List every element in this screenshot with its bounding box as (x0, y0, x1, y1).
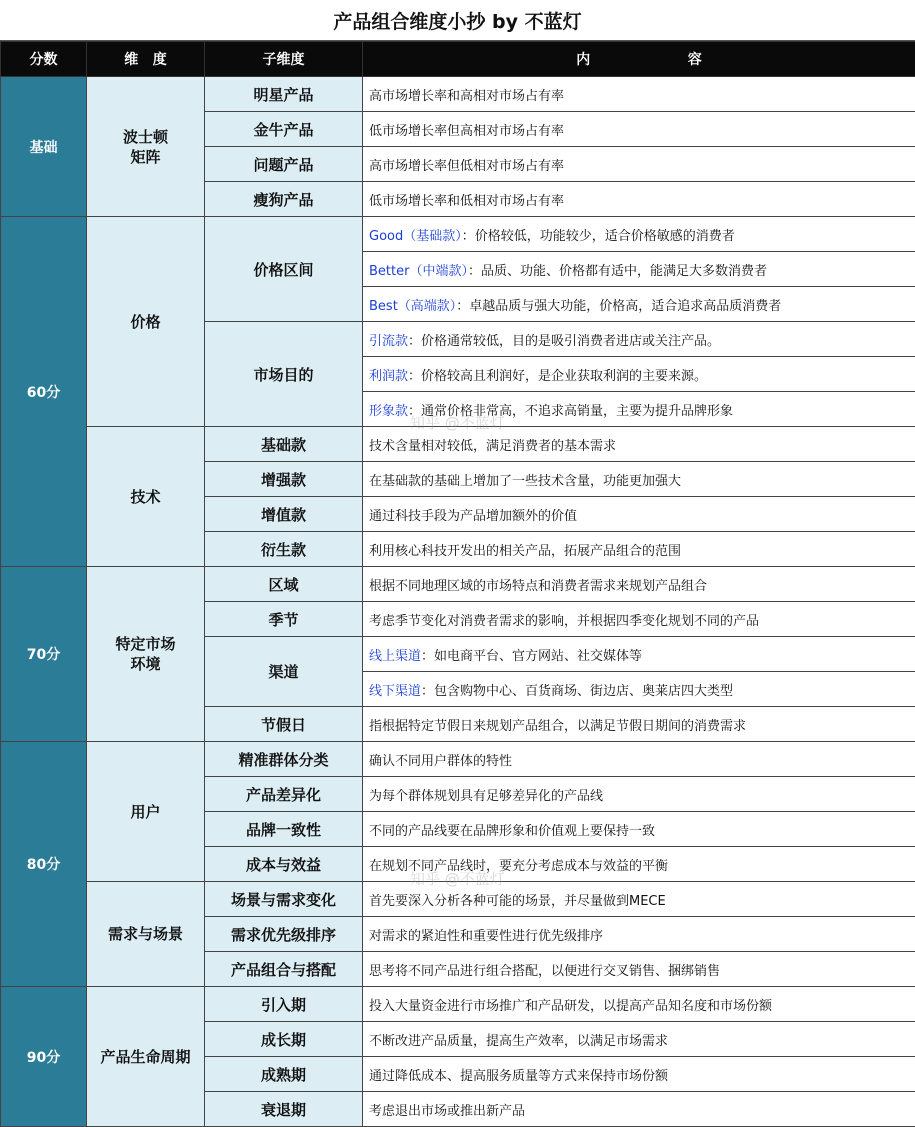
content-text: ：如电商平台、官方网站、社交媒体等 (421, 649, 642, 664)
content-cell (363, 497, 915, 532)
content-cell (363, 462, 915, 497)
subdimension-cell: 成熟期 (205, 1057, 363, 1092)
content-cell (363, 252, 915, 287)
subdimension-cell: 场景与需求变化 (205, 882, 363, 917)
subdimension-cell: 瘦狗产品 (205, 182, 363, 217)
content-cell (363, 112, 915, 147)
content-text: ：品质、功能、价格都有适中，能满足大多数消费者 (468, 264, 767, 279)
highlight-label: Best（高端款） (369, 299, 456, 314)
subdimension-cell: 明星产品 (205, 77, 363, 112)
highlight-label: 线上渠道 (369, 649, 421, 664)
cheatsheet-table (0, 41, 915, 1127)
content-text: ：卓越品质与强大功能，价格高，适合追求高品质消费者 (456, 299, 781, 314)
table-row (1, 987, 915, 1022)
content-cell (363, 1092, 915, 1127)
subdimension-cell: 精准群体分类 (205, 742, 363, 777)
dimension-cell: 特定市场 环境 (87, 567, 205, 742)
highlight-label: 线下渠道 (369, 684, 421, 699)
content-cell (363, 427, 915, 462)
dimension-cell: 产品生命周期 (87, 987, 205, 1127)
content-cell (363, 77, 915, 112)
content-text: 考虑退出市场或推出新产品 (369, 1104, 525, 1119)
dimension-cell: 用户 (87, 742, 205, 882)
content-cell (363, 847, 915, 882)
subdimension-cell: 衍生款 (205, 532, 363, 567)
page-title: 产品组合维度小抄 by 不蓝灯 (0, 0, 915, 41)
content-cell (363, 602, 915, 637)
content-text: 投入大量资金进行市场推广和产品研发，以提高产品知名度和市场份额 (369, 999, 772, 1014)
content-cell (363, 1022, 915, 1057)
content-cell (363, 917, 915, 952)
content-text: ：通常价格非常高，不追求高销量，主要为提升品牌形象 (408, 404, 733, 419)
content-text: 通过科技手段为产品增加额外的价值 (369, 509, 577, 524)
subdimension-cell: 需求优先级排序 (205, 917, 363, 952)
content-cell (363, 357, 915, 392)
content-text: 首先要深入分析各种可能的场景，并尽量做到MECE (369, 894, 666, 909)
highlight-label: Good（基础款） (369, 229, 462, 244)
table-row (1, 77, 915, 112)
content-text: ：价格较高且利润好，是企业获取利润的主要来源。 (408, 369, 707, 384)
content-text: 利用核心科技开发出的相关产品，拓展产品组合的范围 (369, 544, 681, 559)
subdimension-cell: 节假日 (205, 707, 363, 742)
content-cell (363, 147, 915, 182)
subdimension-cell: 渠道 (205, 637, 363, 707)
score-cell: 60分 (1, 217, 87, 567)
content-cell (363, 217, 915, 252)
content-text: 根据不同地理区域的市场特点和消费者需求来规划产品组合 (369, 579, 707, 594)
content-cell (363, 287, 915, 322)
table-row (1, 427, 915, 462)
dimension-cell: 波士顿 矩阵 (87, 77, 205, 217)
content-text: 为每个群体规划具有足够差异化的产品线 (369, 789, 603, 804)
content-text: 高市场增长率但低相对市场占有率 (369, 159, 564, 174)
table-row (1, 217, 915, 252)
dimension-cell: 技术 (87, 427, 205, 567)
table-row (1, 882, 915, 917)
content-text: 对需求的紧迫性和重要性进行优先级排序 (369, 929, 603, 944)
subdimension-cell: 金牛产品 (205, 112, 363, 147)
table-row (1, 742, 915, 777)
score-cell: 基础 (1, 77, 87, 217)
header-score: 分数 (1, 42, 87, 77)
subdimension-cell: 引入期 (205, 987, 363, 1022)
highlight-label: 形象款 (369, 404, 408, 419)
content-cell (363, 1057, 915, 1092)
content-cell (363, 952, 915, 987)
content-cell (363, 637, 915, 672)
score-cell: 70分 (1, 567, 87, 742)
watermark: 知乎 @不蓝灯 (410, 412, 505, 433)
subdimension-cell: 增值款 (205, 497, 363, 532)
watermark-2: 知乎 @不蓝灯 (410, 868, 505, 889)
header-row (1, 42, 915, 77)
content-cell (363, 882, 915, 917)
content-text: 高市场增长率和高相对市场占有率 (369, 89, 564, 104)
content-cell (363, 987, 915, 1022)
content-cell (363, 777, 915, 812)
content-cell (363, 672, 915, 707)
content-cell (363, 707, 915, 742)
subdimension-cell: 成长期 (205, 1022, 363, 1057)
content-text: 指根据特定节假日来规划产品组合，以满足节假日期间的消费需求 (369, 719, 746, 734)
dimension-cell: 需求与场景 (87, 882, 205, 987)
subdimension-cell: 成本与效益 (205, 847, 363, 882)
header-subdimension: 子维度 (205, 42, 363, 77)
content-cell (363, 182, 915, 217)
highlight-label: Better（中端款） (369, 264, 468, 279)
content-text: 低市场增长率和低相对市场占有率 (369, 194, 564, 209)
content-text: 技术含量相对较低，满足消费者的基本需求 (369, 439, 616, 454)
content-text: 确认不同用户群体的特性 (369, 754, 512, 769)
subdimension-cell: 品牌一致性 (205, 812, 363, 847)
content-text: 不同的产品线要在品牌形象和价值观上要保持一致 (369, 824, 655, 839)
content-text: ：价格通常较低，目的是吸引消费者进店或关注产品。 (408, 334, 720, 349)
subdimension-cell: 市场目的 (205, 322, 363, 427)
subdimension-cell: 价格区间 (205, 217, 363, 322)
content-cell (363, 532, 915, 567)
table-row (1, 567, 915, 602)
subdimension-cell: 增强款 (205, 462, 363, 497)
subdimension-cell: 季节 (205, 602, 363, 637)
content-text: 不断改进产品质量，提高生产效率，以满足市场需求 (369, 1034, 668, 1049)
header-dimension: 维 度 (87, 42, 205, 77)
content-text: 低市场增长率但高相对市场占有率 (369, 124, 564, 139)
content-text: ：包含购物中心、百货商场、街边店、奥莱店四大类型 (421, 684, 733, 699)
dimension-cell: 价格 (87, 217, 205, 427)
highlight-label: 引流款 (369, 334, 408, 349)
subdimension-cell: 区域 (205, 567, 363, 602)
content-cell (363, 322, 915, 357)
subdimension-cell: 产品差异化 (205, 777, 363, 812)
content-text: 在基础款的基础上增加了一些技术含量，功能更加强大 (369, 474, 681, 489)
content-cell (363, 567, 915, 602)
content-cell (363, 742, 915, 777)
content-cell (363, 812, 915, 847)
content-cell (363, 392, 915, 427)
content-text: 考虑季节变化对消费者需求的影响，并根据四季变化规划不同的产品 (369, 614, 759, 629)
score-cell: 90分 (1, 987, 87, 1127)
content-text: ：价格较低，功能较少，适合价格敏感的消费者 (462, 229, 735, 244)
subdimension-cell: 衰退期 (205, 1092, 363, 1127)
header-content: 内 容 (363, 42, 915, 77)
subdimension-cell: 问题产品 (205, 147, 363, 182)
subdimension-cell: 产品组合与搭配 (205, 952, 363, 987)
score-cell: 80分 (1, 742, 87, 987)
content-text: 思考将不同产品进行组合搭配，以便进行交叉销售、捆绑销售 (369, 964, 720, 979)
content-text: 在规划不同产品线时，要充分考虑成本与效益的平衡 (369, 859, 668, 874)
highlight-label: 利润款 (369, 369, 408, 384)
subdimension-cell: 基础款 (205, 427, 363, 462)
content-text: 通过降低成本、提高服务质量等方式来保持市场份额 (369, 1069, 668, 1084)
